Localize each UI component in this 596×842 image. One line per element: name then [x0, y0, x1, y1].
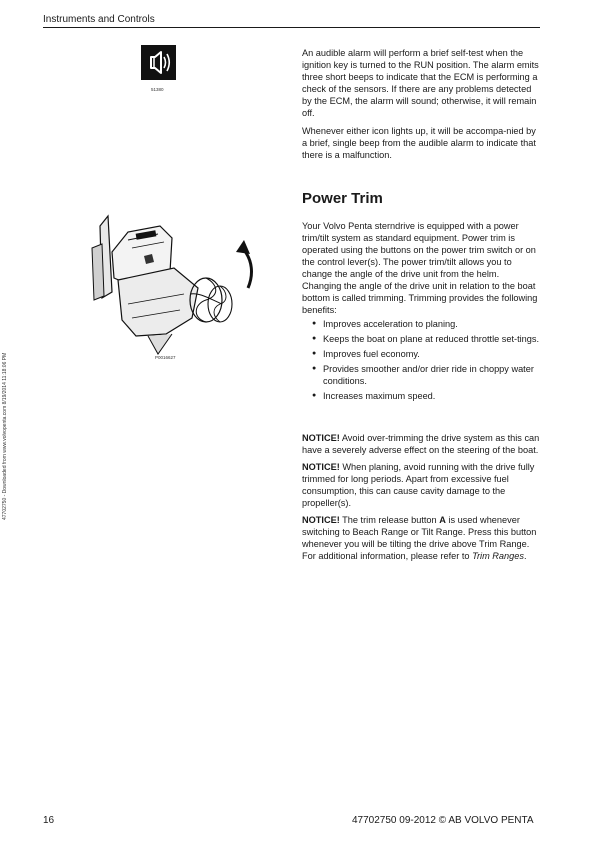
page-number: 16 — [43, 815, 55, 826]
benefit-item: ● Improves acceleration to planing. — [312, 318, 540, 330]
notice-text: is used whenever switching to Beach Range or Tilt Range. Press this button whenever you will be tilting the drive above Trim Range. For additional information, please refer to — [302, 515, 537, 561]
section-title: Power Trim — [302, 190, 383, 207]
power-trim-intro: Your Volvo Penta sterndrive is equipped with a power trim/tilt system as standard equipment. Power trim is operated using the buttons on the power trim switch or on the control lever(s). The power trim/tilt allows you to change the angle of the drive unit from the helm. Changing the angle of the drive unit in relation to the boat bottom is called trimming. Trimming provides the following benefits: — [302, 221, 538, 315]
trim-release-button-ref: A — [439, 515, 446, 525]
notice-label: NOTICE! — [302, 515, 340, 525]
sterndrive-trim-illustration — [88, 208, 260, 358]
alarm-beep-paragraph: Whenever either icon lights up, it will be accompa-nied by a brief, single beep from the audible alarm to indicate that there is a malfunction. — [302, 126, 536, 160]
notice-text: When planing, avoid running with the drive fully trimmed for long periods. Apart from excessive fuel consumption, this can cause cavity damage to the propeller(s). — [302, 462, 535, 508]
speaker-alarm-icon — [141, 45, 176, 80]
alarm-figure-code: 51380 — [151, 87, 164, 92]
notice-end: . — [523, 551, 527, 561]
trim-ranges-reference: Trim Ranges — [472, 551, 524, 561]
alarm-paragraph: An audible alarm will perform a brief self-test when the ignition key is turned to the RUN position. The alarm emits three short beeps to indicate that the ECM is performing a check of the sensors. If there are any problems detected by the ECM, the alarm will sound; otherwise, it will remain off. — [302, 48, 539, 118]
benefit-item: ● Provides smoother and/or drier ride in choppy water conditions. — [312, 363, 540, 387]
download-note: 47702750 - Downloaded from www.volvopenta.com 8/19/2014 11:18:06 PM — [2, 352, 8, 520]
notice-label: NOTICE! — [302, 433, 340, 443]
benefit-item: ● Keeps the boat on plane at reduced throttle set-tings. — [312, 333, 540, 345]
notice-text: Avoid over-trimming the drive system as this can have a severely adverse effect on the steering of the boat. — [302, 433, 540, 455]
drive-figure-code: P0016627 — [155, 355, 176, 360]
footer-doc-info: 47702750 09-2012 © AB VOLVO PENTA — [352, 815, 534, 826]
notices — [302, 432, 540, 567]
header-rule — [43, 27, 540, 28]
notice-label: NOTICE! — [302, 462, 340, 472]
benefit-item: ● Increases maximum speed. — [312, 390, 540, 402]
notice-over-trimming — [302, 432, 540, 456]
benefit-item: ● Improves fuel economy. — [312, 348, 540, 360]
header-title: Instruments and Controls — [43, 14, 155, 25]
notice-trim-release — [302, 514, 540, 562]
notice-planing — [302, 461, 540, 509]
benefits-list — [312, 318, 540, 405]
notice-text: The trim release button — [342, 515, 440, 525]
